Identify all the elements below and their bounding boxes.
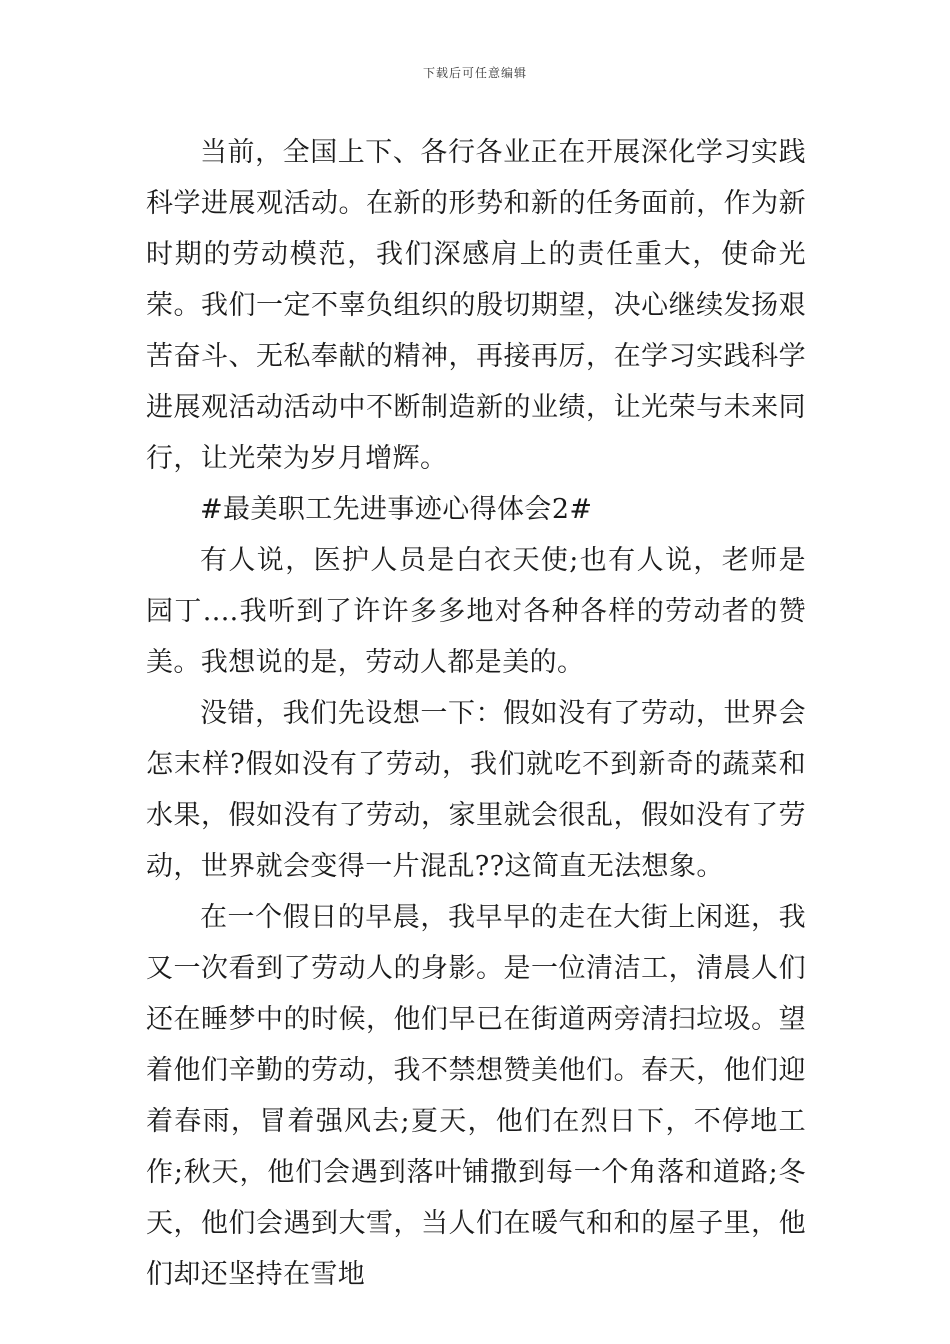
paragraph: 没错，我们先设想一下：假如没有了劳动，世界会怎末样?假如没有了劳动，我们就吃不到新奇的蔬菜和水果，假如没有了劳动，家里就会很乱，假如没有了劳动，世界就会变得一片混乱??这简直无法想象。 [146,698,806,882]
page-header: 下载后可任意编辑 [422,66,527,80]
paragraph: 当前，全国上下、各行各业正在开展深化学习实践科学进展观活动。在新的形势和新的任务面前，作为新时期的劳动模范，我们深感肩上的责任重大，使命光荣。我们一定不辜负组织的殷切期望，决心继续发扬艰苦奋斗、无私奉献的精神，再接再厉，在学习实践科学进展观活动活动中不断制造新的业绩，让光荣与未来同行，让光荣为岁月增辉。 [146,137,806,474]
paragraph: 有人说，医护人员是白衣天使;也有人说，老师是园丁....我听到了许许多多地对各种各样的劳动者的赞美。我想说的是，劳动人都是美的。 [146,545,806,678]
document-body [146,127,806,1300]
section-heading: #最美职工先进事迹心得体会2# [200,494,593,525]
paragraph: 在一个假日的早晨，我早早的走在大街上闲逛，我又一次看到了劳动人的身影。是一位清洁工，清晨人们还在睡梦中的时候，他们早已在街道两旁清扫垃圾。望着他们辛勤的劳动，我不禁想赞美他们。春天，他们迎着春雨，冒着强风去;夏天，他们在烈日下，不停地工作;秋天，他们会遇到落叶铺撒到每一个角落和道路;冬天，他们会遇到大雪，当人们在暖气和和的屋子里，他们却还坚持在雪地 [146,902,806,1290]
